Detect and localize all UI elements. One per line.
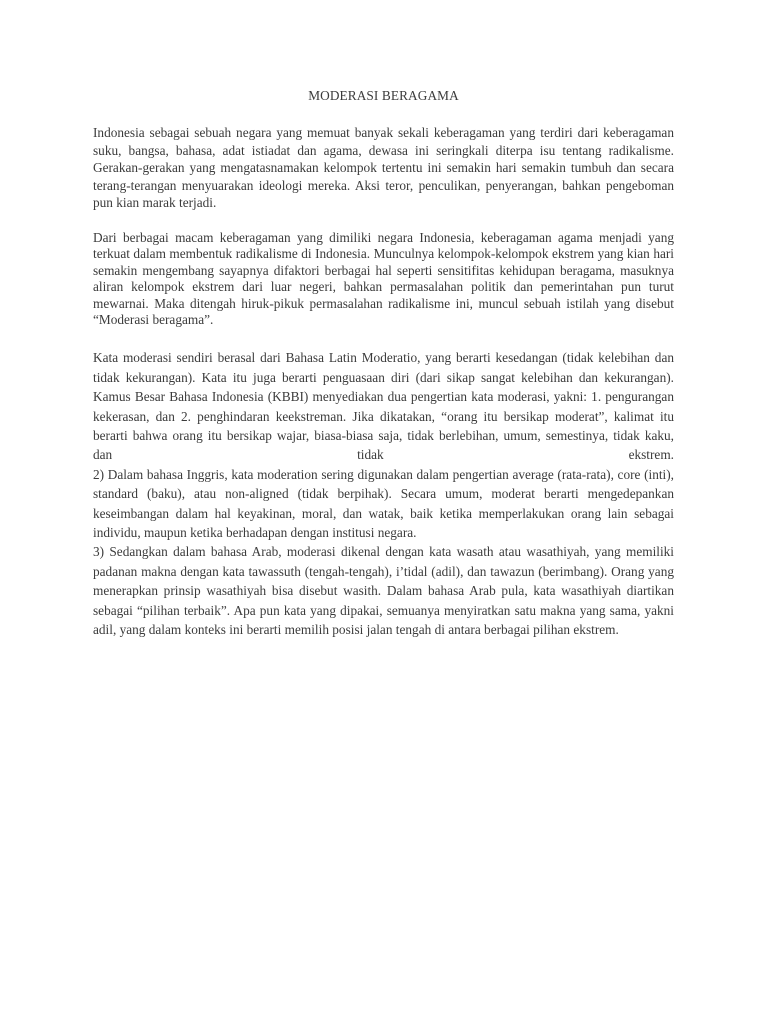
document-title: MODERASI BERAGAMA [308,88,459,103]
paragraph-definition-english: 2) Dalam bahasa Inggris, kata moderation sering digunakan dalam pengertian average (rata-rata), core (inti), standard (baku), atau non-aligned (tidak berpihak). Secara umum, moderat berarti mengedepankan keseimbangan dalam hal keyakinan, moral, dan watak, baik ketika memperlakukan orang lain sebagai individu, maupun ketika berhadapan dengan institusi negara. [93,466,674,541]
document-page [93,88,674,640]
paragraph-intro: Indonesia sebagai sebuah negara yang memuat banyak sekali keberagaman yang terdiri dari keberagaman suku, bangsa, bahasa, adat istiadat dan agama, dewasa ini seringkali diterpa isu tentang radikalisme. Gerakan-gerakan yang mengatasnamakan kelompok tertentu ini semakin hari semakin tumbuh dan secara terang-terangan menyuarakan ideologi mereka. Aksi teror, penculikan, penyerangan, bahkan pengeboman pun kian marak terjadi. [93,125,674,211]
paragraph-definition-latin: Kata moderasi sendiri berasal dari Bahasa Latin Moderatio, yang berarti kesedangan (tidak kelebihan dan tidak kekurangan). Kata itu juga berarti penguasaan diri (dari sikap sangat kelebihan dan kekurangan). Kamus Besar Bahasa Indonesia (KBBI) menyediakan dua pengertian kata moderasi, yakni: 1. pengurangan kekerasan, dan 2. penghindaran keekstreman. Jika dikatakan, “orang itu bersikap moderat”, kalimat itu berarti bahwa orang itu bersikap wajar, biasa-biasa saja, tidak berlebihan, umum, semestinya, tidak kaku, dan tidak ekstrem. [93,350,674,463]
paragraph-religious-diversity: Dari berbagai macam keberagaman yang dimiliki negara Indonesia, keberagaman agama menjadi yang terkuat dalam membentuk radikalisme di Indonesia. Munculnya kelompok-kelompok ekstrem yang kian hari semakin mengembang sayapnya difaktori berbagai hal seperti sensitifitas kehidupan beragama, masuknya aliran kelompok ekstrem dari luar negeri, bahkan permasalahan politik dan pemerintahan pun turut mewarnai. Maka ditengah hiruk-pikuk permasalahan radikalisme ini, muncul sebuah istilah yang disebut “Moderasi beragama”. [93,229,674,327]
paragraph-definition-arabic: 3) Sedangkan dalam bahasa Arab, moderasi dikenal dengan kata wasath atau wasathiyah, yang memiliki padanan makna dengan kata tawassuth (tengah-tengah), i’tidal (adil), dan tawazun (berimbang). Orang yang menerapkan prinsip wasathiyah bisa disebut wasith. Dalam bahasa Arab pula, kata wasathiyah diartikan sebagai “pilihan terbaik”. Apa pun kata yang dipakai, semuanya menyiratkan satu makna yang sama, yakni adil, yang dalam konteks ini berarti memilih posisi jalan tengah di antara berbagai pilihan ekstrem. [93,544,674,638]
